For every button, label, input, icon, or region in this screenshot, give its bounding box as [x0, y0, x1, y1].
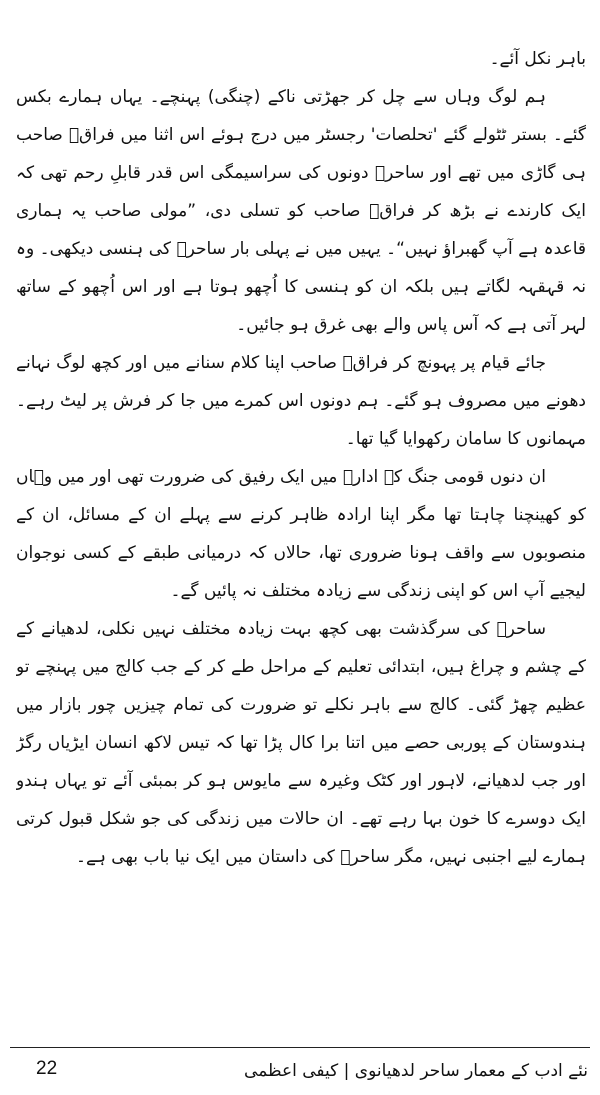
paragraph-end-line: لہر آتی ہے کہ آس پاس والے بھی غرق ہو جائیں۔: [236, 315, 586, 335]
text-line: باہر نکل آئے۔: [489, 49, 586, 69]
text-line: ایک دوسرے کا خون بہا رہے تھے۔ ان حالات میں زندگی کی جو شکل قبول کرتی: [16, 809, 586, 829]
text-line: اور جب لدھیانے، لاہور اور کٹک وغیرہ سے مایوس ہو کر بمبئی آئے تو یہاں ہندو: [16, 771, 586, 791]
text-line: ہندوستان کے پوربی حصے میں اتنا برا کال پڑا تھا کہ تیس لاکھ انسان ایڑیاں رگڑ: [16, 733, 586, 753]
paragraph-end-line: ہمارے لیے اجنبی نہیں، مگر ساحرؔ کی داستان میں ایک نیا باب بھی ہے۔: [76, 847, 586, 867]
paragraph-start-line: جائے قیام پر پہونچ کر فراقؔ صاحب اپنا کلام سنانے میں اور کچھ لوگ نہانے: [16, 353, 546, 373]
text-line: نہ قہقہہ لگاتے ہیں بلکہ ان کو ہنسی کا اُچھو ہوتا ہے اور اس اُچھو کے ساتھ: [16, 277, 586, 297]
footer-divider: [10, 1047, 590, 1048]
running-footer-title: نئے ادب کے معمار ساحر لدھیانوی | کیفی اعظمی: [244, 1061, 588, 1081]
paragraph-end-line: لیجیے آپ اس کو اپنی زندگی سے زیادہ مختلف نہ پائیں گے۔: [170, 581, 586, 601]
text-line: گئے۔ بستر ٹٹولے گئے 'تحلصات' رجسٹر میں درج ہوئے اس اثنا میں فراقؔ صاحب: [16, 125, 586, 145]
page-number: 22: [36, 1058, 58, 1079]
text-line: ایک کارندے نے بڑھ کر فراقؔ صاحب کو تسلی دی، ”مولی صاحب یہ ہماری: [16, 201, 586, 221]
text-line: عظیم چھڑ گئی۔ کالج سے باہر نکلے تو ضرورت کی تمام چیزیں چور بازار میں: [16, 695, 586, 715]
paragraph-end-line: مہمانوں کا سامان رکھوایا گیا تھا۔: [345, 429, 586, 449]
paragraph-start-line: ان دنوں قومی جنگ کے ادارے میں ایک رفیق کی ضرورت تھی اور میں وہاں: [16, 467, 546, 487]
text-line: دھونے میں مصروف ہو گئے۔ ہم دونوں اس کمرے میں جا کر فرش پر لیٹ رہے۔: [16, 391, 586, 411]
text-line: کو کھینچنا چاہتا تھا مگر اپنا ارادہ ظاہر کرنے سے پہلے ان کے مسائل، ان کے: [16, 505, 586, 525]
text-line: منصوبوں سے واقف ہونا ضروری تھا، حالاں کہ درمیانی طبقے کے کسی نوجوان: [16, 543, 586, 563]
text-line: قاعدہ ہے آپ گھبراؤ نہیں“۔ یہیں میں نے پہلی بار ساحرؔ کی ہنسی دیکھی۔ وہ: [16, 239, 586, 259]
paragraph-start-line: ساحرؔ کی سرگذشت بھی کچھ بہت زیادہ مختلف نہیں نکلی، لدھیانے کے: [16, 619, 546, 639]
text-line: کے چشم و چراغ ہیں، ابتدائی تعلیم کے مراحل طے کر کے جب کالج میں پہنچے تو: [16, 657, 586, 677]
text-line: ہی گاڑی میں تھے اور ساحرؔ دونوں کی سراسیمگی اس قدر قابلِ رحم تھی کہ: [16, 163, 586, 183]
paragraph-start-line: ہم لوگ وہاں سے چل کر جھڑتی ناکے (چنگی) پہنچے۔ یہاں ہمارے بکس: [16, 87, 546, 107]
page-body-text: [16, 40, 586, 876]
